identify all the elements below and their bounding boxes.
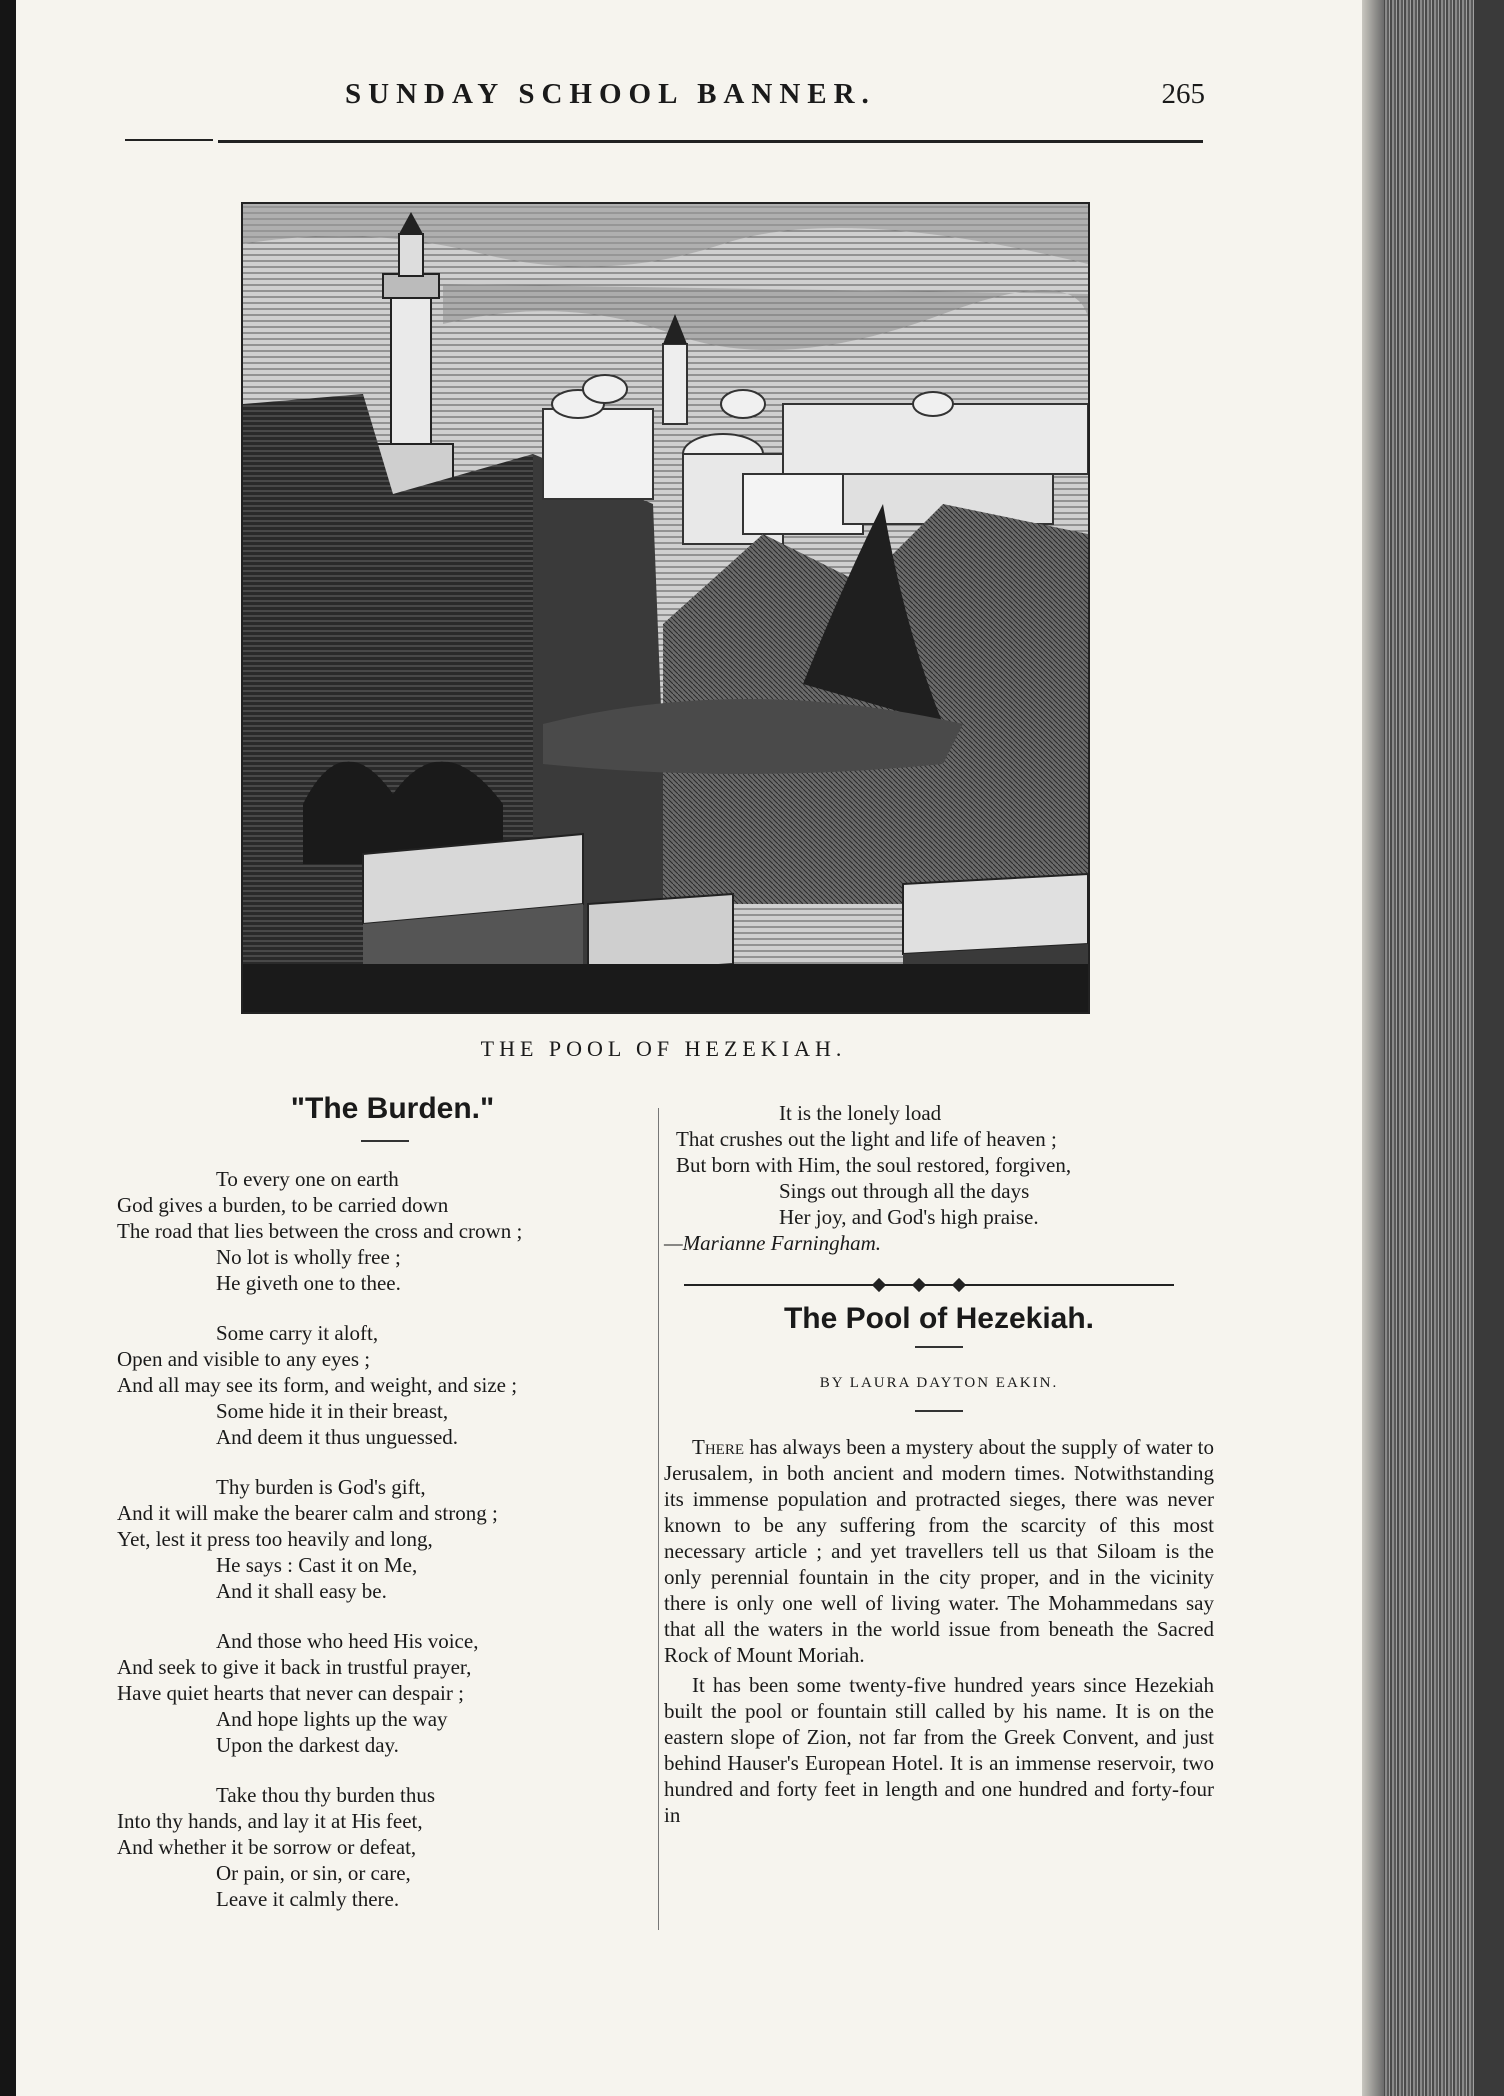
title-rule bbox=[361, 1140, 409, 1142]
poem-line: God gives a burden, to be carried down bbox=[117, 1193, 449, 1217]
column-divider bbox=[658, 1108, 659, 1930]
poem-attribution: —Marianne Farningham. bbox=[664, 1231, 881, 1255]
page-edge-shadow bbox=[1362, 0, 1384, 2096]
header-rule-long bbox=[218, 140, 1203, 143]
poem-line: And seek to give it back in trustful prayer, bbox=[117, 1655, 472, 1679]
poem-line: And deem it thus unguessed. bbox=[216, 1425, 459, 1449]
stanza-1 bbox=[117, 1166, 652, 1296]
poem-line: Have quiet hearts that never can despair ; bbox=[117, 1681, 464, 1705]
poem-line: Into thy hands, and lay it at His feet, bbox=[117, 1809, 423, 1833]
article-title: The Pool of Hezekiah. bbox=[783, 1302, 1095, 1335]
poem-line: That crushes out the light and life of heaven ; bbox=[676, 1127, 1057, 1151]
book-cover-edge bbox=[1474, 0, 1504, 2096]
header-rule-short bbox=[125, 139, 213, 141]
poem-line: Open and visible to any eyes ; bbox=[117, 1347, 371, 1371]
title-rule bbox=[915, 1346, 963, 1348]
article-paragraph-2: It has been some twenty-five hundred years since Hezekiah built the pool or fountain still called by his name. It is on the eastern slope of Zion, not far from the Greek Convent, and just behind Hauser's European Hotel. It is an immense reservoir, two hundred and forty feet in length and one hundred and forty-four in bbox=[664, 1673, 1214, 1827]
article-body bbox=[664, 1434, 1214, 1828]
right-column bbox=[664, 1100, 1214, 1832]
article-byline: BY LAURA DAYTON EAKIN. bbox=[819, 1375, 1059, 1391]
poem-line: It is the lonely load bbox=[779, 1101, 942, 1125]
poem-line: Thy burden is God's gift, bbox=[216, 1475, 426, 1499]
poem-line: Yet, lest it press too heavily and long, bbox=[117, 1527, 433, 1551]
poem-line: Some carry it aloft, bbox=[216, 1321, 379, 1345]
poem-line: Upon the darkest day. bbox=[216, 1733, 399, 1757]
page-number: 265 bbox=[1161, 78, 1205, 110]
section-ornament-divider bbox=[684, 1278, 1174, 1292]
stanza-4 bbox=[117, 1628, 652, 1758]
poem-line: Some hide it in their breast, bbox=[216, 1399, 449, 1423]
ornament-diamond-icon bbox=[912, 1278, 926, 1292]
ornament-diamond-icon bbox=[872, 1278, 886, 1292]
engraving-jerusalem-pool-icon bbox=[241, 202, 1090, 1014]
poem-continued bbox=[664, 1100, 1214, 1256]
poem-line: The road that lies between the cross and crown ; bbox=[117, 1219, 523, 1243]
stanza-3 bbox=[117, 1474, 652, 1604]
poem-line: No lot is wholly free ; bbox=[216, 1245, 401, 1269]
poem-line: He says : Cast it on Me, bbox=[216, 1553, 418, 1577]
poem-line: Sings out through all the days bbox=[779, 1179, 1030, 1203]
stanza-5 bbox=[117, 1782, 652, 1912]
article-paragraph-1 bbox=[664, 1434, 1214, 1668]
header-title: SUNDAY SCHOOL BANNER. bbox=[345, 78, 876, 110]
poem-line: And hope lights up the way bbox=[216, 1707, 448, 1731]
poem-line: Take thou thy burden thus bbox=[216, 1783, 435, 1807]
poem-line: Her joy, and God's high praise. bbox=[779, 1205, 1039, 1229]
poem-line: To every one on earth bbox=[216, 1167, 399, 1191]
book-binding-left bbox=[0, 0, 16, 2096]
byline-rule bbox=[915, 1410, 963, 1412]
paragraph-text: has always been a mystery about the supply of water to Jerusalem, in both ancient and modern times. Notwithstanding its immense population and protracted sieges, there was never known to be any suffering from the scarcity of this most necessary article ; and yet travellers tell us that Siloam is the only perennial fountain in the city proper, and in the vicinity there is only one well of living water. The Mohammedans say that all the waters in the world issue from beneath the Sacred Rock of Mount Moriah. bbox=[664, 1435, 1215, 1667]
running-header bbox=[125, 78, 1205, 118]
poem-line: Or pain, or sin, or care, bbox=[216, 1861, 411, 1885]
poem-title: "The Burden." bbox=[290, 1092, 495, 1125]
poem-body bbox=[117, 1166, 652, 1912]
poem-line: And all may see its form, and weight, and size ; bbox=[117, 1373, 518, 1397]
ornament-diamond-icon bbox=[952, 1278, 966, 1292]
poem-line: But born with Him, the soul restored, forgiven, bbox=[676, 1153, 1072, 1177]
poem-line: And whether it be sorrow or defeat, bbox=[117, 1835, 417, 1859]
stanza-2 bbox=[117, 1320, 652, 1450]
page-edges bbox=[1362, 0, 1504, 2096]
drop-lead-word: There bbox=[692, 1435, 744, 1459]
poem-column bbox=[117, 1092, 652, 1936]
poem-line: He giveth one to thee. bbox=[216, 1271, 401, 1295]
poem-line: And those who heed His voice, bbox=[216, 1629, 479, 1653]
poem-line: And it will make the bearer calm and strong ; bbox=[117, 1501, 498, 1525]
figure-caption: THE POOL OF HEZEKIAH. bbox=[480, 1036, 847, 1061]
poem-line: And it shall easy be. bbox=[216, 1579, 387, 1603]
poem-line: Leave it calmly there. bbox=[216, 1887, 400, 1911]
ornament-bar bbox=[684, 1284, 1174, 1286]
